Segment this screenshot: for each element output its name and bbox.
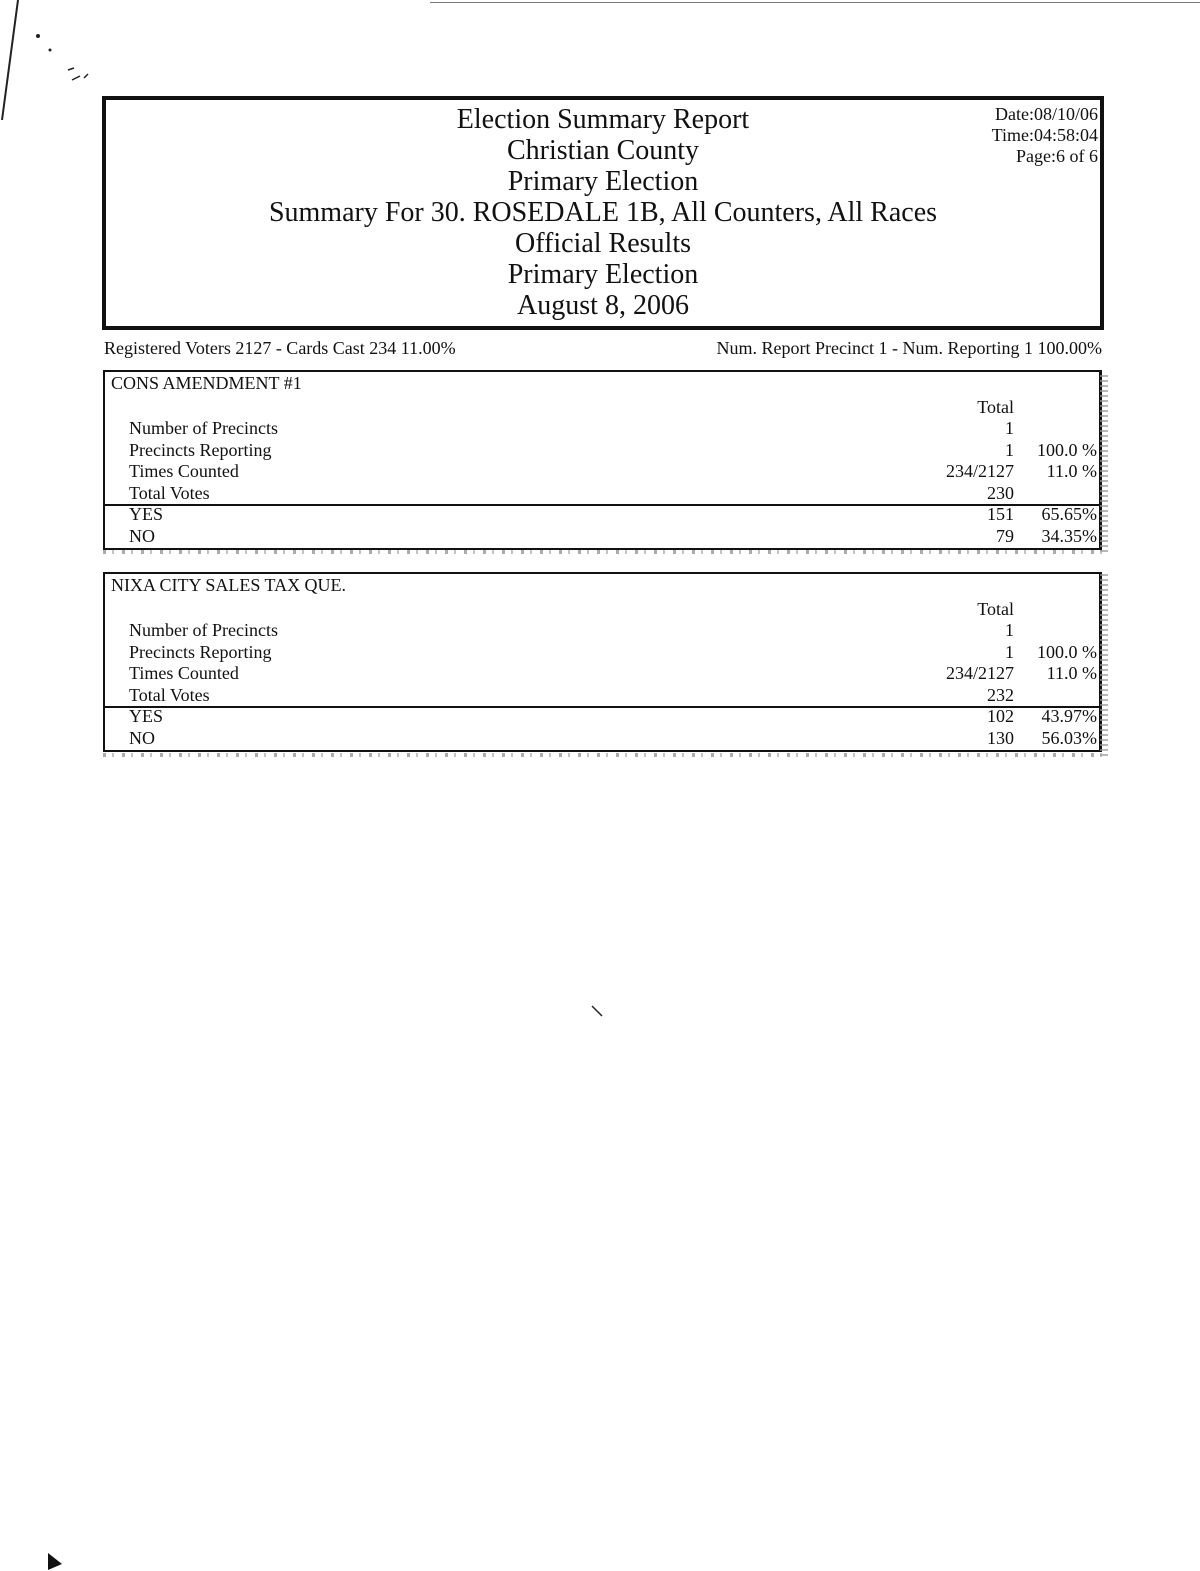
choice-label: YES	[129, 504, 164, 525]
stat-label: Precincts Reporting	[129, 641, 272, 662]
stat-label: Number of Precincts	[129, 418, 278, 438]
choice-label: NO	[129, 525, 155, 546]
scan-corner-mark	[40, 1548, 70, 1571]
choice-row	[105, 706, 1099, 728]
stat-value: 1	[1005, 439, 1014, 460]
stat-row	[105, 663, 1099, 685]
choice-votes: 130	[987, 727, 1014, 748]
scan-noise-edge	[1100, 574, 1108, 756]
scan-mark	[590, 1004, 606, 1020]
scan-noise-strip	[103, 753, 1109, 757]
choice-percent: 65.65%	[1041, 504, 1097, 525]
stat-label: Number of Precincts	[129, 620, 278, 640]
report-time: Time:04:58:04	[991, 125, 1098, 145]
stat-label: Times Counted	[129, 663, 239, 684]
stat-value: 234/2127	[945, 663, 1014, 684]
stat-row	[105, 685, 1099, 707]
report-header	[102, 96, 1104, 330]
stat-value: 1	[1005, 418, 1014, 438]
choice-label: NO	[129, 727, 155, 748]
stat-label: Precincts Reporting	[129, 439, 272, 460]
choice-row	[105, 728, 1099, 750]
stat-row	[105, 620, 1099, 642]
stat-value: 1	[1005, 641, 1014, 662]
top-scan-line	[430, 2, 1200, 3]
stat-percent: 11.0 %	[1046, 663, 1097, 684]
results-status: Official Results	[514, 228, 691, 259]
total-column-header: Total	[977, 599, 1014, 619]
turnout-summary	[104, 338, 1102, 362]
stat-label: Total Votes	[129, 482, 210, 503]
stat-percent: 100.0 %	[1037, 439, 1097, 460]
stat-row	[105, 642, 1099, 664]
race-section-cons-amendment	[103, 370, 1102, 550]
report-date: Date:08/10/06	[995, 104, 1098, 124]
total-column-header: Total	[977, 397, 1014, 417]
race-title: CONS AMENDMENT #1	[111, 373, 302, 393]
report-title: Election Summary Report	[456, 104, 750, 135]
stat-percent: 100.0 %	[1037, 641, 1097, 662]
stat-value: 1	[1005, 620, 1014, 640]
race-section-nixa-sales-tax	[103, 572, 1102, 752]
choice-row	[105, 504, 1099, 526]
stat-row	[105, 418, 1099, 440]
scan-noise-edge	[1100, 372, 1108, 552]
choice-votes: 102	[987, 706, 1014, 727]
race-title: NIXA CITY SALES TAX QUE.	[111, 575, 347, 595]
stat-value: 230	[987, 482, 1014, 503]
stat-percent: 11.0 %	[1046, 461, 1097, 482]
report-title-block	[106, 104, 1100, 321]
county-name: Christian County	[506, 135, 700, 166]
choice-percent: 34.35%	[1041, 525, 1097, 546]
report-meta	[992, 104, 1098, 167]
page-number: Page:6 of 6	[1016, 146, 1098, 166]
choice-percent: 43.97%	[1041, 706, 1097, 727]
choice-percent: 56.03%	[1041, 727, 1097, 748]
stat-row	[105, 440, 1099, 462]
choice-votes: 151	[987, 504, 1014, 525]
election-date: August 8, 2006	[517, 290, 689, 321]
choice-row	[105, 526, 1099, 548]
summary-scope: Summary For 30. ROSEDALE 1B, All Counters, All Races	[268, 197, 938, 228]
precinct-reporting-summary: Num. Report Precinct 1 - Num. Reporting 1 100.00%	[716, 338, 1102, 358]
stat-value: 234/2127	[945, 461, 1014, 482]
election-type: Primary Election	[507, 259, 699, 290]
stat-label: Total Votes	[129, 684, 210, 705]
stat-row	[105, 461, 1099, 483]
stat-value: 232	[987, 684, 1014, 705]
choice-votes: 79	[996, 525, 1014, 546]
registered-voters-summary: Registered Voters 2127 - Cards Cast 234 11.00%	[104, 338, 456, 358]
stat-row	[105, 483, 1099, 505]
stat-label: Times Counted	[129, 461, 239, 482]
election-name: Primary Election	[507, 166, 699, 197]
choice-label: YES	[129, 706, 164, 727]
scan-noise-strip	[103, 550, 1109, 554]
